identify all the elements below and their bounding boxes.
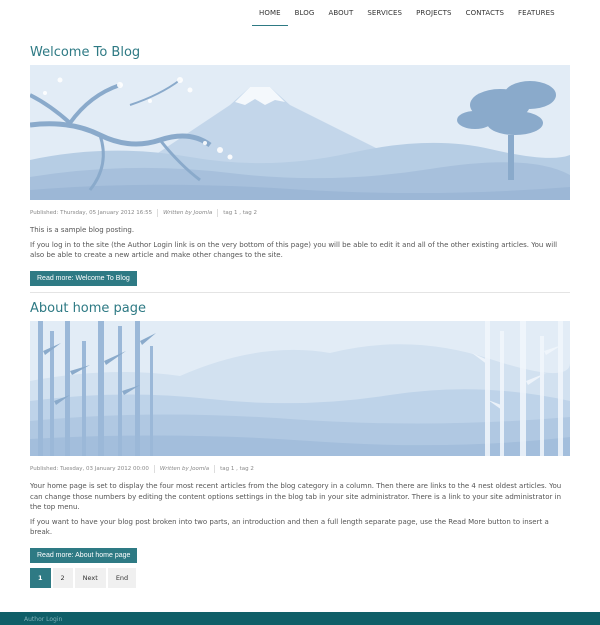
nav-services[interactable]: SERVICES (367, 9, 403, 17)
nav-contacts[interactable]: CONTACTS (465, 9, 505, 17)
tags (223, 209, 262, 217)
nav-blog[interactable]: BLOG (294, 9, 315, 17)
nav-about[interactable]: ABOUT (328, 9, 354, 17)
tags (220, 465, 259, 473)
main-nav (252, 0, 562, 26)
article-meta (30, 464, 570, 474)
nav-home[interactable]: HOME (252, 0, 288, 26)
article-body (30, 225, 570, 261)
published-date: Published: Thursday, 05 January 2012 16:55 (30, 209, 158, 217)
tag-links[interactable]: tag 1 , tag 2 (223, 210, 258, 216)
article-title[interactable]: About home page (30, 301, 147, 316)
published-date: Published: Tuesday, 03 January 2012 00:00 (30, 465, 155, 473)
next-page-button[interactable]: Next (75, 568, 106, 588)
paragraph: Your home page is set to display the four most recent articles from the blog category in a column. Then there are links to the 4 nest oldest articles. You can change those numbers by editing the content options settings in the blog tab in your site administrator. There is a link to your site administrator in the top menu. (30, 482, 562, 511)
page-2-button[interactable]: 2 (53, 568, 73, 588)
article-meta (30, 208, 570, 218)
hero-image-bamboo (30, 321, 570, 456)
read-more-button[interactable]: Read more: About home page (30, 548, 137, 563)
article-welcome (30, 45, 570, 286)
paragraph: If you log in to the site (the Author Login link is on the very bottom of this page) you will be able to edit it and all of the other existing articles. You will also be able to create a new article and make other changes to the site. (30, 240, 558, 259)
article-title[interactable]: Welcome To Blog (30, 45, 141, 60)
nav-features[interactable]: FEATURES (518, 9, 555, 17)
article-about (30, 301, 570, 563)
author: Written by Joomla (163, 209, 218, 217)
author: Written by Joomla (160, 465, 215, 473)
paragraph: This is a sample blog posting. (30, 226, 135, 234)
paragraph: If you want to have your blog post broken into two parts, an introduction and then a full length separate page, use the Read More button to insert a break. (30, 517, 549, 536)
page-1-button[interactable]: 1 (30, 568, 51, 588)
pagination (30, 568, 136, 588)
author-login-link[interactable]: Author Login (24, 616, 63, 623)
read-more-button[interactable]: Read more: Welcome To Blog (30, 271, 137, 286)
tag-links[interactable]: tag 1 , tag 2 (220, 466, 254, 472)
end-page-button[interactable]: End (108, 568, 136, 588)
footer (0, 612, 600, 625)
nav-projects[interactable]: PROJECTS (416, 9, 452, 17)
article-divider (30, 292, 570, 293)
article-body (30, 481, 570, 538)
hero-image-mountain-tree (30, 65, 570, 200)
